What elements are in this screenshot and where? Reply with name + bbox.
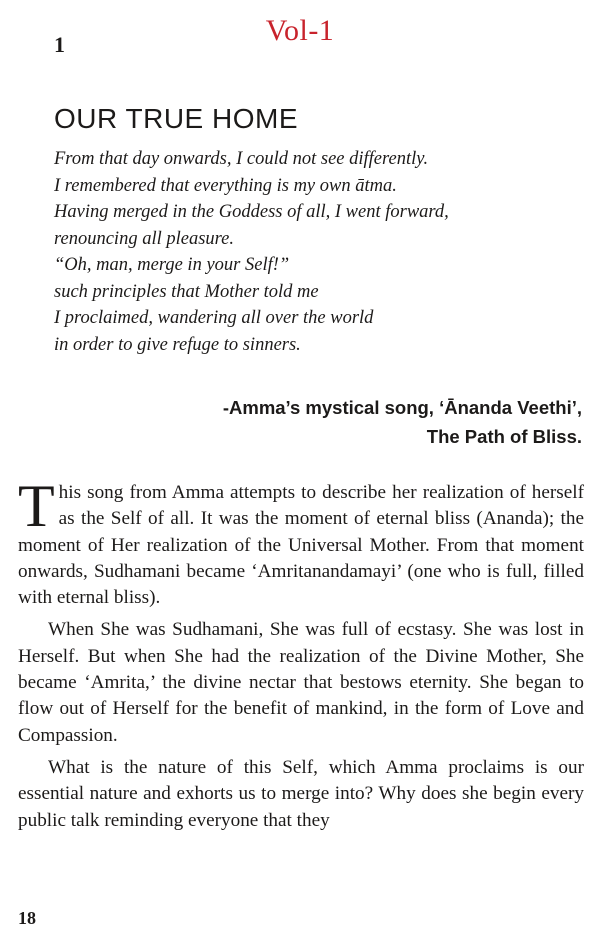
paragraph-text: his song from Amma attempts to describe her realization of herself as the Self of all. It was the moment of eternal bliss (Ananda); the moment of Her realization of the Universal Mother. From that moment onwards, Sudhamani became ‘Amritanandamayi’ (one who is full, filled with eternal bliss). — [18, 482, 584, 609]
poem-line: Having merged in the Goddess of all, I went forward, — [54, 202, 449, 222]
paragraph — [18, 473, 584, 611]
chapter-title: OUR TRUE HOME — [54, 102, 298, 134]
paragraph: When She was Sudhamani, She was full of ecstasy. She was lost in Herself. But when She had the realization of the Divine Mother, She became ‘Amrita,’ the divine nectar that bestows eternity. She began to flow out of Herself for the benefit of mankind, in the form of Love and Compassion. — [18, 619, 584, 746]
epigraph-poem — [54, 146, 574, 358]
page-number: 18 — [18, 908, 36, 928]
poem-line: renouncing all pleasure. — [54, 228, 235, 249]
drop-cap: T — [18, 473, 55, 539]
poem-line: in order to give refuge to sinners. — [54, 334, 301, 355]
chapter-number: 1 — [54, 32, 65, 57]
poem-line: such principles that Mother told me — [54, 281, 319, 302]
poem-line: I proclaimed, wandering all over the world — [54, 308, 374, 328]
poem-line: “Oh, man, merge in your Self!” — [54, 255, 290, 275]
poem-line: From that day onwards, I could not see differently. — [54, 149, 429, 169]
epigraph-attribution — [223, 393, 582, 451]
attribution-title: The Path of Bliss. — [426, 426, 582, 447]
paragraph: What is the nature of this Self, which Amma proclaims is our essential nature and exhorts us to merge into? Why does she begin every public talk reminding everyone that they — [18, 756, 584, 831]
volume-label: Vol-1 — [265, 14, 335, 47]
attribution-source: -Amma’s mystical song, ‘Ānanda Veethi’, — [222, 397, 582, 418]
body-text — [18, 473, 584, 840]
poem-line: I remembered that everything is my own ātma. — [54, 175, 397, 196]
